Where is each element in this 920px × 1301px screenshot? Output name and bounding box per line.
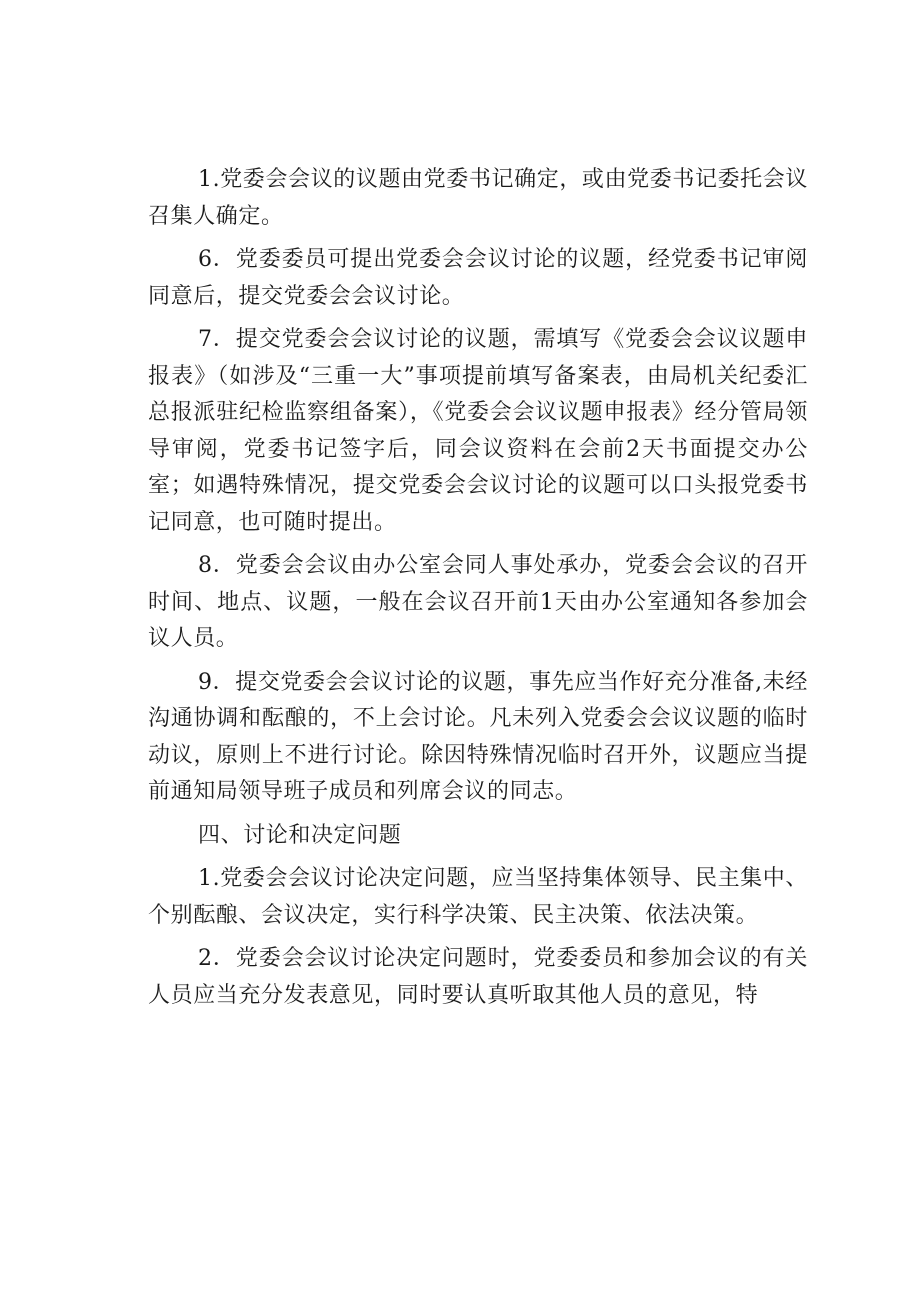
paragraph-1: 1.党委会会议的议题由党委书记确定，或由党委书记委托会议召集人确定。 — [148, 167, 808, 229]
section-heading: 四、讨论和决定问题 — [198, 822, 402, 848]
document-body — [148, 162, 808, 1021]
paragraph-section4-2: 2．党委会会议讨论决定问题时，党委委员和参加会议的有关人员应当充分发表意见，同时要认真听取其他人员的意见，特 — [148, 946, 808, 1008]
paragraph-section4-1: 1.党委会会议讨论决定问题，应当坚持集体领导、民主集中、个别酝酿、会议决定，实行科学决策、民主决策、依法决策。 — [148, 866, 808, 928]
paragraph-8: 8．党委会会议由办公室会同人事处承办，党委会会议的召开时间、地点、议题，一般在会议召开前1天由办公室通知各参加会议人员。 — [148, 553, 808, 651]
paragraph-6: 6．党委委员可提出党委会会议讨论的议题，经党委书记审阅同意后，提交党委会会议讨论。 — [148, 247, 808, 309]
paragraph-9: 9．提交党委会会议讨论的议题，事先应当作好充分准备,未经沟通协调和酝酿的，不上会讨论。凡未列入党委会会议议题的临时动议，原则上不进行讨论。除因特殊情况临时召开外，议题应当提前通知局领导班子成员和列席会议的同志。 — [148, 669, 808, 804]
paragraph-7: 7．提交党委会会议讨论的议题，需填写《党委会会议议题申报表》（如涉及“三重一大”事项提前填写备案表，由局机关纪委汇总报派驻纪检监察组备案），《党委会会议议题申报表》经分管局领导审阅，党委书记签字后，同会议资料在会前2天书面提交办公室；如遇特殊情况，提交党委会会议讨论的议题可以口头报党委书记同意，也可随时提出。 — [148, 327, 808, 535]
